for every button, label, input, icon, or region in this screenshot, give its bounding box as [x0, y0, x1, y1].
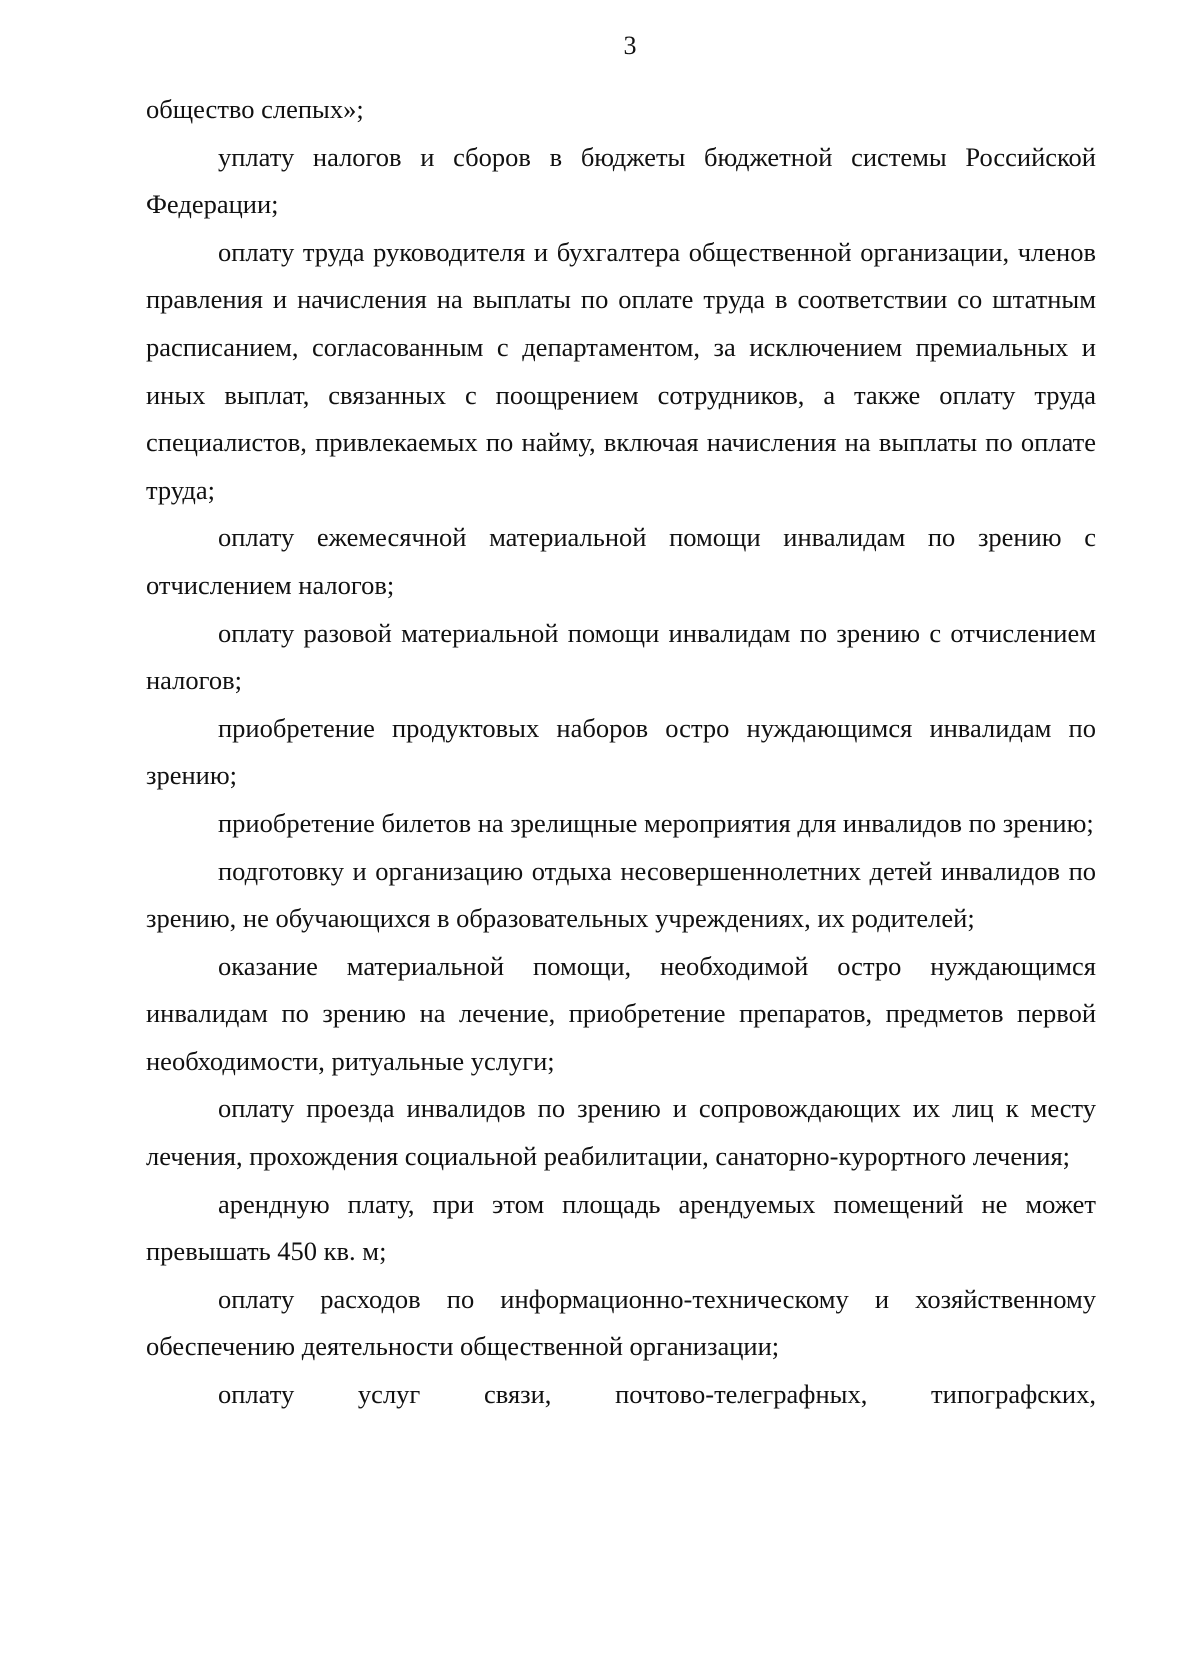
document-body — [146, 86, 1096, 1419]
paragraph-communication: оплату услуг связи, почтово-телеграфных, типографских, — [218, 1379, 1096, 1410]
page-number: 3 — [623, 31, 637, 60]
paragraph-rent: арендную плату, при этом площадь арендуемых помещений не может превышать 450 кв. м; — [146, 1188, 1096, 1267]
paragraph-children-rest: подготовку и организацию отдыха несовершеннолетних детей инвалидов по зрению, не обучающихся в образовательных учреждениях, их родителей; — [146, 855, 1096, 934]
paragraph-salaries: оплату труда руководителя и бухгалтера общественной организации, членов правления и начисления на выплаты по оплате труда в соответствии со штатным расписанием, согласованным с департаментом, за исключением премиальных и иных выплат, связанных с поощрением сотрудников, а также оплату труда специалистов, привлекаемых по найму, включая начисления на выплаты по оплате труда; — [146, 236, 1096, 505]
paragraph-monthly-aid: оплату ежемесячной материальной помощи инвалидам по зрению с отчислением налогов; — [146, 522, 1096, 600]
paragraph-taxes: уплату налогов и сборов в бюджеты бюджетной системы Российской Федерации; — [146, 141, 1096, 220]
paragraph-food-sets: приобретение продуктовых наборов остро нуждающимся инвалидам по зрению; — [146, 712, 1096, 791]
paragraph-one-time-aid: оплату разовой материальной помощи инвалидам по зрению с отчислением налогов; — [146, 617, 1096, 696]
paragraph-travel: оплату проезда инвалидов по зрению и сопровождающих их лиц к месту лечения, прохождения социальной реабилитации, санаторно-курортного лечения; — [146, 1093, 1096, 1172]
paragraph-continuation: общество слепых»; — [146, 94, 364, 124]
paragraph-material-aid: оказание материальной помощи, необходимой остро нуждающимся инвалидам по зрению на лечение, приобретение препаратов, предметов первой необходимости, ритуальные услуги; — [146, 950, 1096, 1076]
paragraph-tickets: приобретение билетов на зрелищные мероприятия для инвалидов по зрению; — [218, 807, 1094, 838]
paragraph-it-support: оплату расходов по информационно-техническому и хозяйственному обеспечению деятельности общественной организации; — [146, 1283, 1096, 1362]
